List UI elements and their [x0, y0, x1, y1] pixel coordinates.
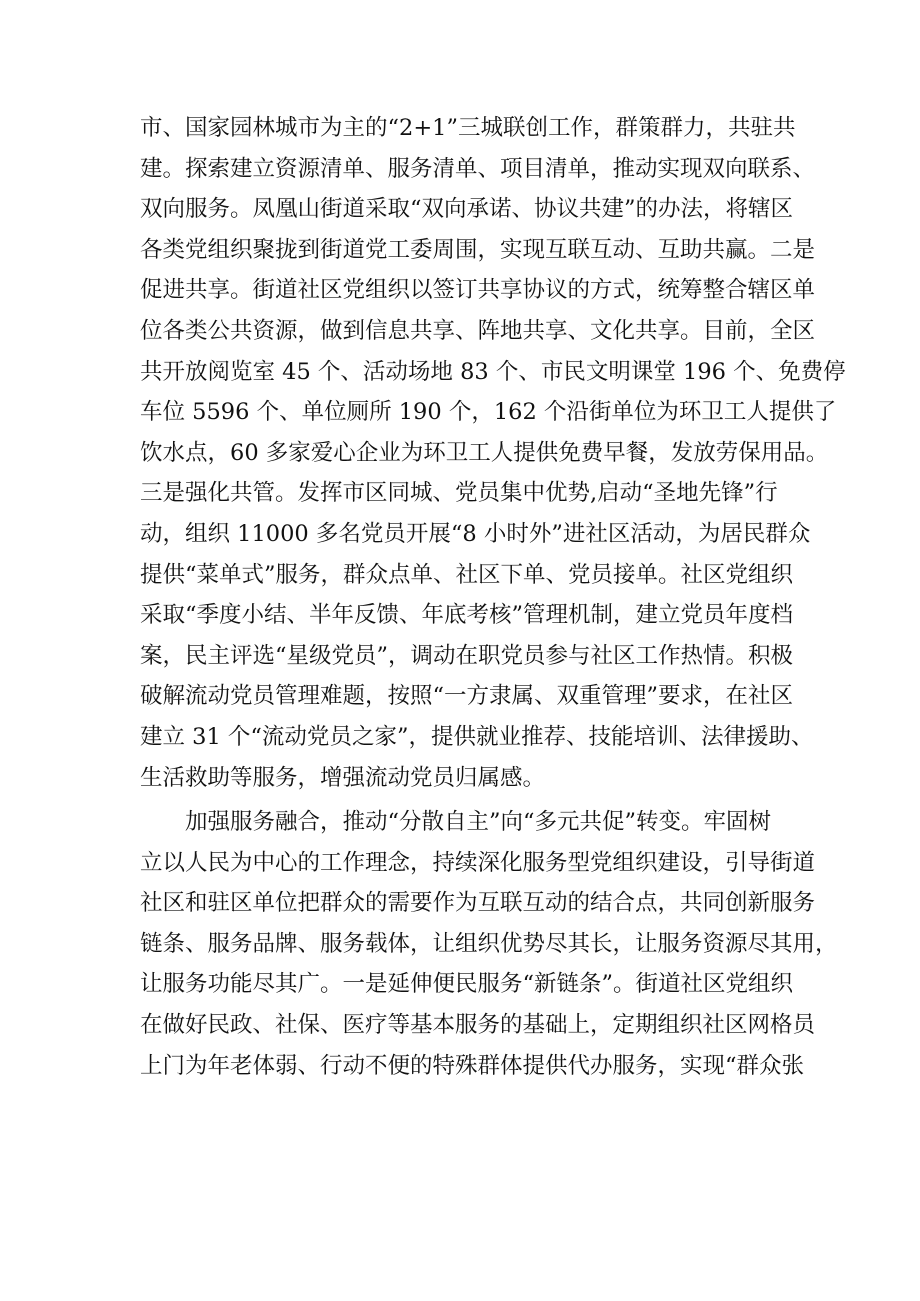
text-line: 各类党组织聚拢到街道党工委周围，实现互联互动、互助共赢。二是: [140, 236, 816, 263]
text-line: 在做好民政、社保、医疗等基本服务的基础上，定期组织社区网格员: [140, 1012, 816, 1039]
text-line: 动，组织 11000 多名党员开展“8 小时外”进社区活动，为居民群众: [140, 520, 811, 547]
text-line: 三是强化共管。发挥市区同城、党员集中优势,启动“圣地先锋”行: [140, 480, 778, 507]
text-line: 建立 31 个“流动党员之家”，提供就业推荐、技能培训、法律援助、: [140, 723, 814, 750]
text-line: 社区和驻区单位把群众的需要作为互联互动的结合点，共同创新服务: [140, 890, 816, 917]
paragraph-1: [140, 108, 846, 798]
text-line: 市、国家园林城市为主的“2+1”三城联创工作，群策群力，共驻共: [140, 115, 796, 141]
text-line: 链条、服务品牌、服务载体，让组织优势尽其长，让服务资源尽其用，: [140, 930, 838, 957]
text-line: 共开放阅览室 45 个、活动场地 83 个、市民文明课堂 196 个、免费停: [140, 358, 846, 385]
text-line: 加强服务融合，推动“分散自主”向“多元共促”转变。牢固树: [185, 809, 772, 836]
text-line: 双向服务。凤凰山街道采取“双向承诺、协议共建”的办法，将辖区: [140, 196, 794, 223]
text-line: 车位 5596 个、单位厕所 190 个，162 个沿街单位为环卫工人提供了: [140, 399, 837, 426]
paragraph-2: [140, 802, 838, 1086]
text-line: 提供“菜单式”服务，群众点单、社区下单、党员接单。社区党组织: [140, 561, 794, 588]
text-line: 建。探索建立资源清单、服务清单、项目清单，推动实现双向联系、: [140, 155, 816, 182]
text-line: 立以人民为中心的工作理念，持续深化服务型党组织建设，引导街道: [140, 849, 816, 876]
text-line: 饮水点，60 多家爱心企业为环卫工人提供免费早餐，发放劳保用品。: [140, 439, 829, 466]
text-line: 采取“季度小结、半年反馈、年底考核”管理机制，建立党员年度档: [140, 602, 794, 629]
text-line: 生活救助等服务，增强流动党员归属感。: [140, 764, 546, 791]
text-line: 让服务功能尽其广。一是延伸便民服务“新链条”。街道社区党组织: [140, 971, 794, 998]
text-line: 上门为年老体弱、行动不便的特殊群体提供代办服务，实现“群众张: [140, 1052, 805, 1079]
text-line: 促进共享。街道社区党组织以签订共享协议的方式，统筹整合辖区单: [140, 277, 816, 304]
text-line: 破解流动党员管理难题，按照“一方隶属、双重管理”要求，在社区: [140, 683, 794, 710]
body-text: [140, 108, 846, 1086]
text-line: 案，民主评选“星级党员”，调动在职党员参与社区工作热情。积极: [140, 642, 794, 669]
text-line: 位各类公共资源，做到信息共享、阵地共享、文化共享。目前，全区: [140, 317, 816, 344]
